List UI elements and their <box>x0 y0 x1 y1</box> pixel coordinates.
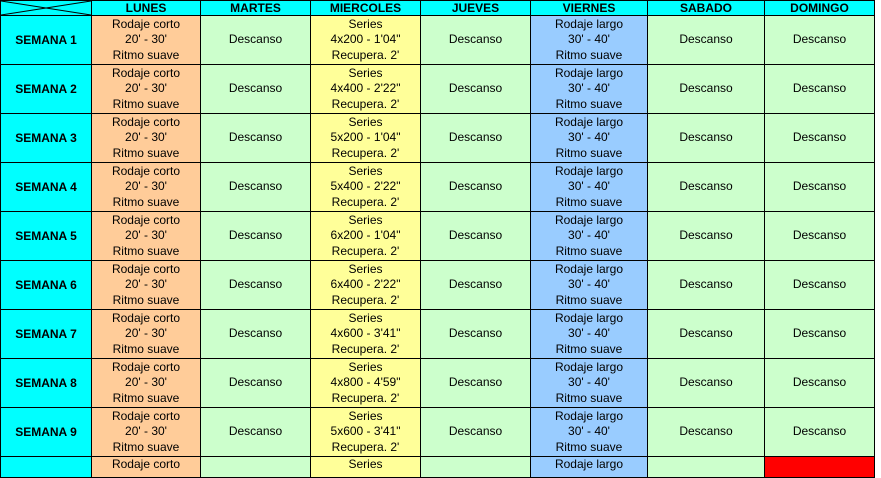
cell-viernes-line: Ritmo suave <box>555 47 623 62</box>
cell-miercoles-line: 6x400 - 2'22" <box>330 277 401 292</box>
cell-miercoles-line: 5x600 - 3'41" <box>330 424 401 439</box>
cell-viernes-line: 30' - 40' <box>568 228 610 243</box>
header-martes[interactable]: MARTES <box>201 1 311 16</box>
cell-lunes-line: Rodaje corto <box>111 114 181 129</box>
cell-miercoles-line: Recupera. 2' <box>331 341 400 356</box>
cell-viernes-line: Ritmo suave <box>555 194 623 209</box>
cell-miercoles[interactable] <box>311 359 421 408</box>
cell-viernes[interactable] <box>531 163 648 212</box>
cell-domingo[interactable]: Descanso <box>765 65 875 114</box>
cell-lunes-line: 20' - 30' <box>125 228 167 243</box>
partial-cell-viernes[interactable]: Rodaje largo <box>531 457 648 478</box>
cell-sabado[interactable]: Descanso <box>648 261 765 310</box>
cell-domingo[interactable]: Descanso <box>765 212 875 261</box>
week-label[interactable]: SEMANA 8 <box>1 359 92 408</box>
cell-miercoles-line: Recupera. 2' <box>331 243 400 258</box>
week-label[interactable]: SEMANA 3 <box>1 114 92 163</box>
cell-viernes-line: Ritmo suave <box>555 292 623 307</box>
cell-domingo[interactable]: Descanso <box>765 163 875 212</box>
cell-jueves[interactable]: Descanso <box>421 310 531 359</box>
cell-viernes[interactable] <box>531 16 648 65</box>
cell-sabado[interactable]: Descanso <box>648 310 765 359</box>
cell-lunes[interactable] <box>92 16 201 65</box>
cell-viernes[interactable] <box>531 212 648 261</box>
partial-cell-lunes[interactable]: Rodaje corto <box>92 457 201 478</box>
header-sabado[interactable]: SABADO <box>648 1 765 16</box>
cell-viernes-line: Rodaje largo <box>554 212 624 227</box>
cell-sabado[interactable]: Descanso <box>648 212 765 261</box>
cell-viernes-line: Rodaje largo <box>554 408 624 423</box>
cell-lunes-line: Ritmo suave <box>112 243 180 258</box>
corner-cell[interactable] <box>1 1 92 16</box>
cell-viernes-line: Ritmo suave <box>555 243 623 258</box>
cell-miercoles[interactable] <box>311 114 421 163</box>
week-label[interactable]: SEMANA 7 <box>1 310 92 359</box>
cell-viernes[interactable] <box>531 65 648 114</box>
cell-lunes-line: Rodaje corto <box>111 261 181 276</box>
cell-lunes-line: 20' - 30' <box>125 130 167 145</box>
cell-martes[interactable]: Descanso <box>201 261 311 310</box>
cell-domingo[interactable]: Descanso <box>765 16 875 65</box>
cell-lunes-line: 20' - 30' <box>125 179 167 194</box>
table-row <box>1 16 875 65</box>
cell-miercoles-line: Series <box>348 114 383 129</box>
cell-miercoles-line: 4x400 - 2'22" <box>330 81 401 96</box>
table-row <box>1 212 875 261</box>
cell-lunes-line: 20' - 30' <box>125 81 167 96</box>
partial-cell-miercoles[interactable]: Series <box>311 457 421 478</box>
cell-miercoles-line: Series <box>348 359 383 374</box>
cell-viernes-line: 30' - 40' <box>568 81 610 96</box>
cell-lunes[interactable] <box>92 359 201 408</box>
partial-cell-domingo[interactable] <box>765 457 875 478</box>
cell-martes[interactable]: Descanso <box>201 65 311 114</box>
cell-lunes-line: Rodaje corto <box>111 310 181 325</box>
cell-miercoles[interactable] <box>311 163 421 212</box>
cell-lunes-line: 20' - 30' <box>125 277 167 292</box>
cell-jueves[interactable]: Descanso <box>421 212 531 261</box>
cell-martes[interactable]: Descanso <box>201 16 311 65</box>
cell-viernes-line: 30' - 40' <box>568 424 610 439</box>
cell-miercoles-line: Recupera. 2' <box>331 47 400 62</box>
cell-miercoles[interactable] <box>311 408 421 457</box>
table-row <box>1 408 875 457</box>
cell-lunes[interactable] <box>92 114 201 163</box>
table-row-partial <box>1 457 875 478</box>
cell-lunes-line: Ritmo suave <box>112 145 180 160</box>
cell-viernes-line: Rodaje largo <box>554 16 624 31</box>
cell-jueves[interactable]: Descanso <box>421 16 531 65</box>
cell-viernes-line: Ritmo suave <box>555 439 623 454</box>
table-row <box>1 359 875 408</box>
table-row <box>1 310 875 359</box>
header-jueves[interactable]: JUEVES <box>421 1 531 16</box>
cell-jueves[interactable]: Descanso <box>421 408 531 457</box>
cell-viernes[interactable] <box>531 261 648 310</box>
cell-viernes-line: 30' - 40' <box>568 130 610 145</box>
cell-miercoles[interactable] <box>311 261 421 310</box>
header-domingo[interactable]: DOMINGO <box>765 1 875 16</box>
cell-lunes-line: 20' - 30' <box>125 375 167 390</box>
cell-lunes-line: Ritmo suave <box>112 47 180 62</box>
table-row <box>1 163 875 212</box>
cell-viernes-line: Ritmo suave <box>555 341 623 356</box>
cell-miercoles-line: 4x800 - 4'59" <box>330 375 401 390</box>
cell-miercoles-line: Recupera. 2' <box>331 145 400 160</box>
cell-lunes-line: Rodaje corto <box>111 408 181 423</box>
cell-viernes[interactable] <box>531 114 648 163</box>
cell-viernes-line: 30' - 40' <box>568 326 610 341</box>
cell-miercoles-line: Recupera. 2' <box>331 292 400 307</box>
cell-viernes-line: 30' - 40' <box>568 32 610 47</box>
cell-lunes-line: Ritmo suave <box>112 292 180 307</box>
cell-miercoles-line: Series <box>348 310 383 325</box>
header-miercoles[interactable]: MIERCOLES <box>311 1 421 16</box>
cell-sabado[interactable]: Descanso <box>648 16 765 65</box>
cell-domingo[interactable]: Descanso <box>765 261 875 310</box>
cell-viernes-line: Rodaje largo <box>554 310 624 325</box>
partial-cell-sabado[interactable] <box>648 457 765 478</box>
cell-lunes[interactable] <box>92 65 201 114</box>
header-row <box>1 1 875 16</box>
cell-viernes-line: Rodaje largo <box>554 359 624 374</box>
cell-lunes-line: Ritmo suave <box>112 439 180 454</box>
partial-cell-jueves[interactable] <box>421 457 531 478</box>
table-row <box>1 65 875 114</box>
cell-lunes-line: Rodaje corto <box>111 65 181 80</box>
cell-lunes-line: Rodaje corto <box>111 359 181 374</box>
cell-viernes[interactable] <box>531 408 648 457</box>
cell-martes[interactable]: Descanso <box>201 359 311 408</box>
cell-sabado[interactable]: Descanso <box>648 163 765 212</box>
week-label[interactable]: SEMANA 9 <box>1 408 92 457</box>
cell-sabado[interactable]: Descanso <box>648 65 765 114</box>
cell-martes[interactable]: Descanso <box>201 310 311 359</box>
cell-miercoles-line: Series <box>348 408 383 423</box>
cell-martes[interactable]: Descanso <box>201 212 311 261</box>
cell-viernes-line: Rodaje largo <box>554 261 624 276</box>
cell-lunes[interactable] <box>92 163 201 212</box>
cell-viernes-line: Ritmo suave <box>555 96 623 111</box>
week-label[interactable]: SEMANA 4 <box>1 163 92 212</box>
cell-viernes-line: Ritmo suave <box>555 145 623 160</box>
cell-miercoles-line: 6x200 - 1'04" <box>330 228 401 243</box>
header-viernes[interactable]: VIERNES <box>531 1 648 16</box>
cell-lunes-line: Rodaje corto <box>111 163 181 178</box>
cell-viernes[interactable] <box>531 359 648 408</box>
cell-lunes[interactable] <box>92 261 201 310</box>
cell-lunes-line: Rodaje corto <box>111 212 181 227</box>
table-row <box>1 114 875 163</box>
cell-lunes[interactable] <box>92 310 201 359</box>
cell-sabado[interactable]: Descanso <box>648 408 765 457</box>
cell-jueves[interactable]: Descanso <box>421 65 531 114</box>
cell-lunes-line: Ritmo suave <box>112 194 180 209</box>
cell-miercoles-line: 4x600 - 3'41" <box>330 326 401 341</box>
cell-miercoles-line: Series <box>348 212 383 227</box>
cell-miercoles-line: 5x400 - 2'22" <box>330 179 401 194</box>
cell-viernes-line: Rodaje largo <box>554 65 624 80</box>
cell-martes[interactable]: Descanso <box>201 163 311 212</box>
cell-miercoles-line: Recupera. 2' <box>331 194 400 209</box>
cell-miercoles-line: Recupera. 2' <box>331 96 400 111</box>
cell-lunes-line: 20' - 30' <box>125 32 167 47</box>
cell-miercoles-line: 5x200 - 1'04" <box>330 130 401 145</box>
cell-lunes-line: Rodaje corto <box>111 16 181 31</box>
cell-miercoles-line: Series <box>348 163 383 178</box>
cell-lunes-line: Ritmo suave <box>112 390 180 405</box>
cell-domingo[interactable]: Descanso <box>765 359 875 408</box>
cell-miercoles-line: Series <box>348 16 383 31</box>
cell-jueves[interactable]: Descanso <box>421 114 531 163</box>
cell-lunes-line: Ritmo suave <box>112 96 180 111</box>
cell-lunes-line: 20' - 30' <box>125 326 167 341</box>
cell-sabado[interactable]: Descanso <box>648 114 765 163</box>
cell-domingo[interactable]: Descanso <box>765 408 875 457</box>
cell-lunes-line: Ritmo suave <box>112 341 180 356</box>
week-label[interactable]: SEMANA 2 <box>1 65 92 114</box>
cell-martes[interactable]: Descanso <box>201 408 311 457</box>
cell-miercoles-line: Recupera. 2' <box>331 390 400 405</box>
week-label[interactable]: SEMANA 1 <box>1 16 92 65</box>
cell-jueves[interactable]: Descanso <box>421 163 531 212</box>
partial-week-cell[interactable] <box>1 457 92 478</box>
cell-jueves[interactable]: Descanso <box>421 359 531 408</box>
cell-miercoles-line: Recupera. 2' <box>331 439 400 454</box>
cell-miercoles[interactable] <box>311 212 421 261</box>
cell-miercoles[interactable] <box>311 310 421 359</box>
cell-jueves[interactable]: Descanso <box>421 261 531 310</box>
header-lunes[interactable]: LUNES <box>92 1 201 16</box>
cell-viernes[interactable] <box>531 310 648 359</box>
cell-miercoles[interactable] <box>311 65 421 114</box>
diagonal-cross-icon <box>1 1 91 15</box>
cell-domingo[interactable]: Descanso <box>765 310 875 359</box>
cell-viernes-line: Rodaje largo <box>554 163 624 178</box>
cell-miercoles-line: Series <box>348 65 383 80</box>
cell-viernes-line: Rodaje largo <box>554 114 624 129</box>
partial-cell-martes[interactable] <box>201 457 311 478</box>
cell-viernes-line: 30' - 40' <box>568 179 610 194</box>
cell-viernes-line: 30' - 40' <box>568 375 610 390</box>
cell-viernes-line: Ritmo suave <box>555 390 623 405</box>
cell-miercoles-line: Series <box>348 261 383 276</box>
cell-lunes[interactable] <box>92 408 201 457</box>
cell-domingo[interactable]: Descanso <box>765 114 875 163</box>
cell-viernes-line: 30' - 40' <box>568 277 610 292</box>
cell-miercoles[interactable] <box>311 16 421 65</box>
cell-martes[interactable]: Descanso <box>201 114 311 163</box>
cell-lunes[interactable] <box>92 212 201 261</box>
cell-miercoles-line: 4x200 - 1'04" <box>330 32 401 47</box>
week-label[interactable]: SEMANA 6 <box>1 261 92 310</box>
week-label[interactable]: SEMANA 5 <box>1 212 92 261</box>
table-row <box>1 261 875 310</box>
cell-sabado[interactable]: Descanso <box>648 359 765 408</box>
cell-lunes-line: 20' - 30' <box>125 424 167 439</box>
